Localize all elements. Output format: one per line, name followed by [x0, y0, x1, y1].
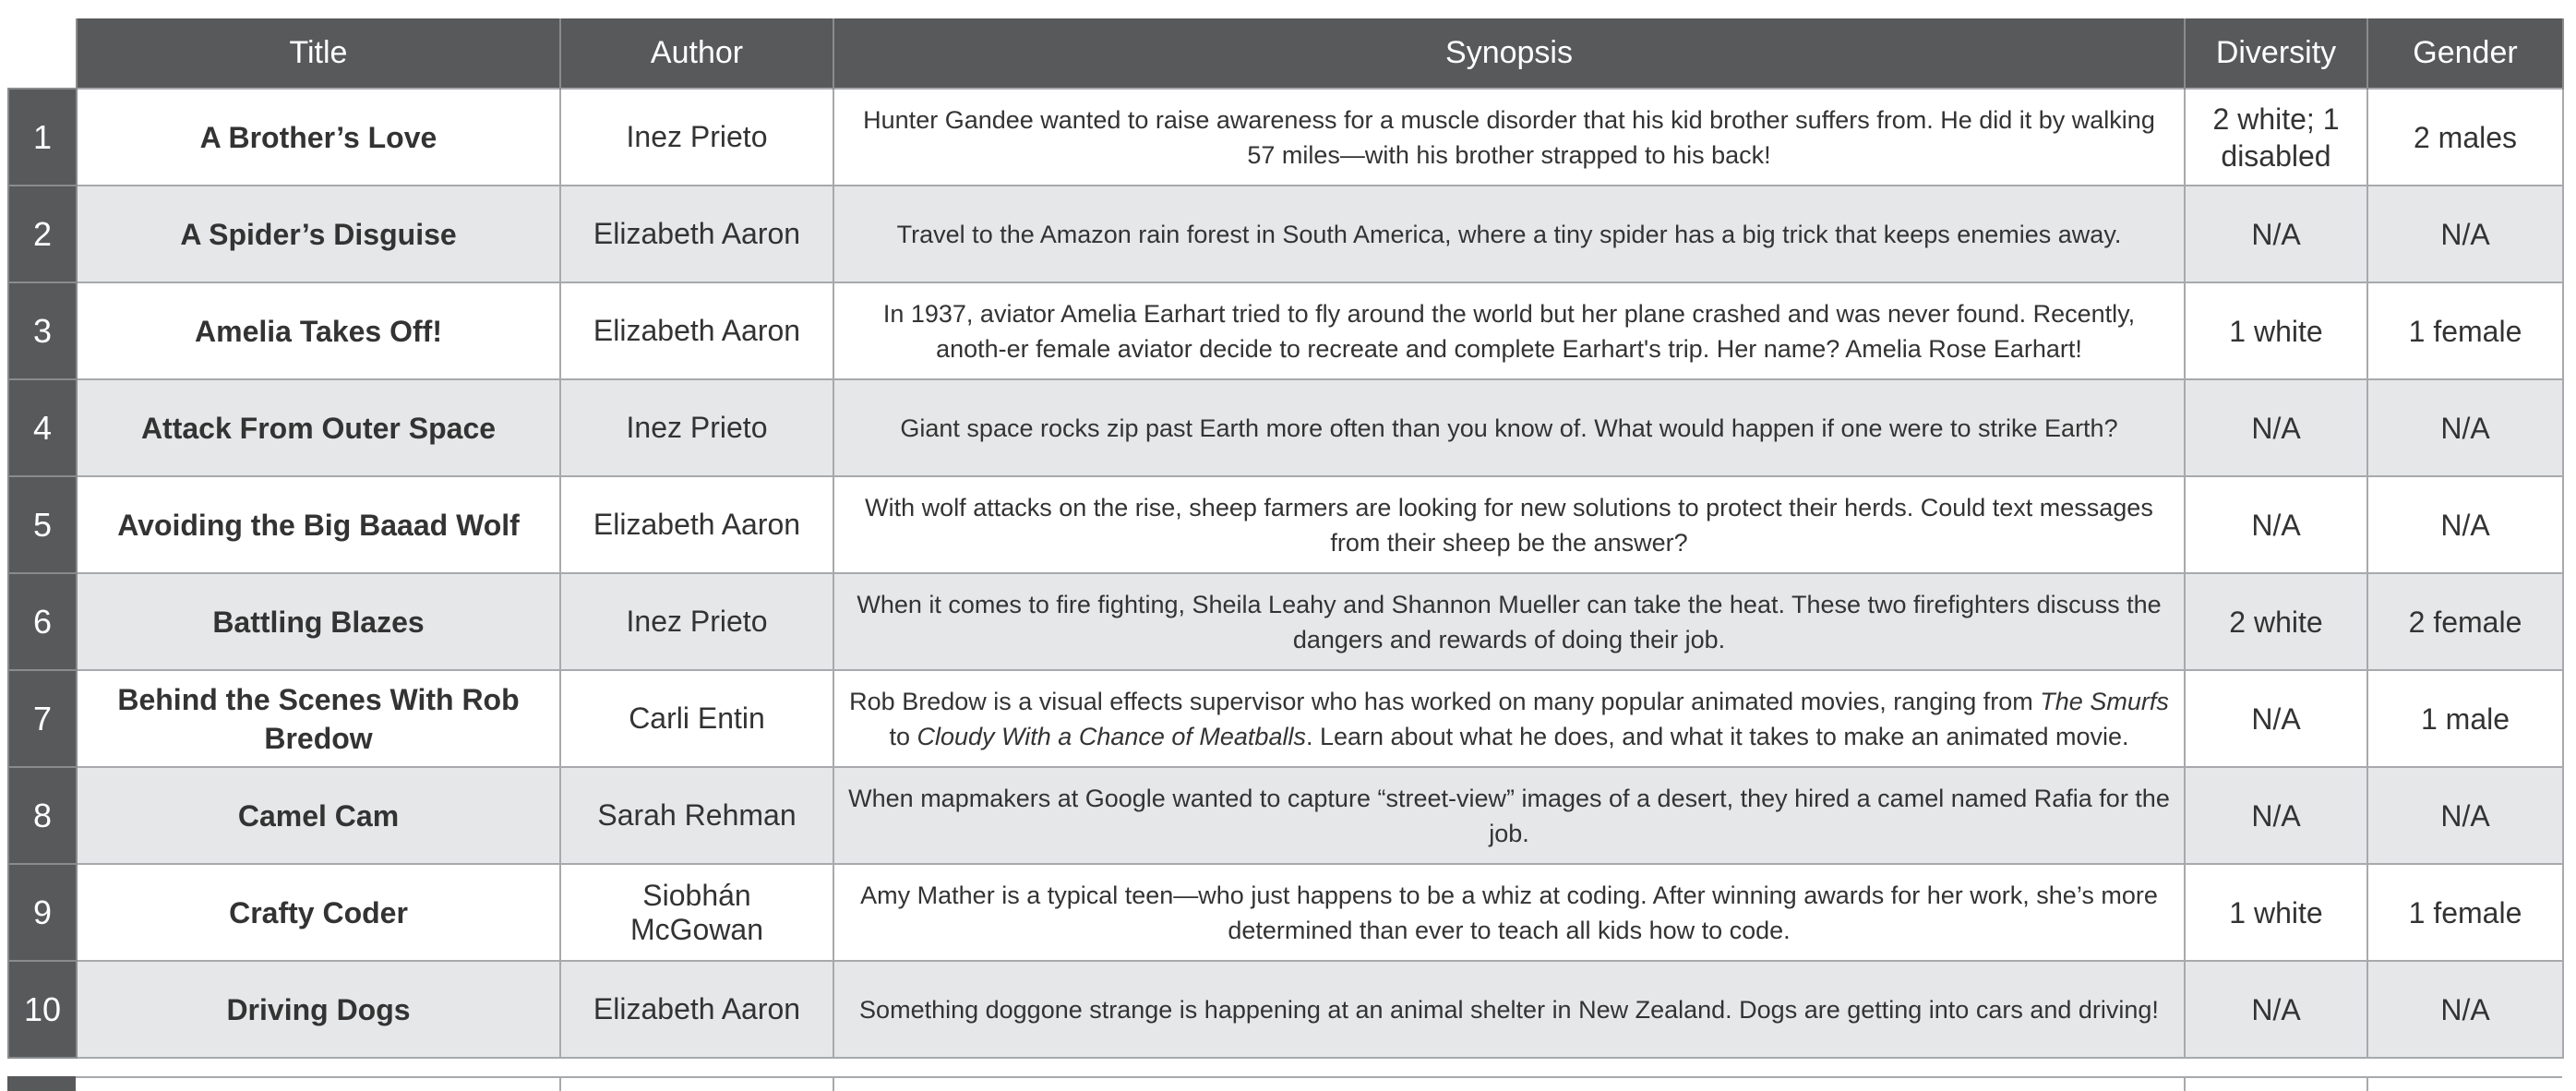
book-synopsis	[833, 961, 2185, 1058]
book-synopsis	[833, 379, 2185, 476]
book-table	[7, 18, 2564, 1059]
diversity-value: N/A	[2185, 767, 2367, 864]
table-row	[8, 476, 2563, 573]
column-header-synopsis: Synopsis	[833, 18, 2185, 89]
synopsis-text: Hunter Gandee wanted to raise awareness for a muscle disorder that his kid brother suffers from. He did it by walking 57 miles—with his brother strapped to his back!	[863, 105, 2155, 169]
table-row	[8, 573, 2563, 670]
row-number: 6	[8, 573, 77, 670]
book-title: A Brother’s Love	[77, 89, 560, 186]
synopsis-text: When it comes to fire fighting, Sheila Leahy and Shannon Mueller can take the heat. These two firefighters discuss the dangers and rewards of doing their job.	[857, 590, 2162, 653]
book-author: Inez Prieto	[560, 573, 833, 670]
synopsis-text: With wolf attacks on the rise, sheep farmers are looking for new solutions to protect their herds. Could text messages from their sheep be the answer?	[865, 493, 2153, 557]
column-divider	[2184, 1076, 2186, 1091]
row-number: 9	[8, 864, 77, 961]
diversity-value: N/A	[2185, 476, 2367, 573]
book-title: Behind the Scenes With Rob Bredow	[77, 670, 560, 767]
synopsis-text: Giant space rocks zip past Earth more often than you know of. What would happen if one were to strike Earth?	[900, 414, 2118, 442]
row-number-cell-partial	[7, 1076, 76, 1091]
diversity-value: 2 white	[2185, 573, 2367, 670]
diversity-value: N/A	[2185, 379, 2367, 476]
table-row	[8, 961, 2563, 1058]
gender-value: 1 female	[2367, 282, 2563, 379]
book-author: Elizabeth Aaron	[560, 186, 833, 282]
row-number-header	[8, 18, 77, 89]
book-author: Elizabeth Aaron	[560, 282, 833, 379]
book-author: Elizabeth Aaron	[560, 961, 833, 1058]
book-title: Amelia Takes Off!	[77, 282, 560, 379]
column-divider	[559, 1076, 561, 1091]
gender-value: 1 female	[2367, 864, 2563, 961]
gender-value: N/A	[2367, 476, 2563, 573]
book-synopsis	[833, 767, 2185, 864]
diversity-value: N/A	[2185, 961, 2367, 1058]
book-author: Inez Prieto	[560, 89, 833, 186]
book-synopsis	[833, 573, 2185, 670]
book-author: Elizabeth Aaron	[560, 476, 833, 573]
book-author: Carli Entin	[560, 670, 833, 767]
row-number: 8	[8, 767, 77, 864]
synopsis-text: Rob Bredow is a visual effects supervisor who has worked on many popular animated movies, ranging from	[849, 687, 2041, 715]
diversity-value: 1 white	[2185, 864, 2367, 961]
synopsis-italic-text: The Smurfs	[2040, 687, 2169, 715]
book-title: Attack From Outer Space	[77, 379, 560, 476]
gender-value: 2 female	[2367, 573, 2563, 670]
table-row	[8, 670, 2563, 767]
row-number: 1	[8, 89, 77, 186]
diversity-value: 2 white; 1 disabled	[2185, 89, 2367, 186]
gender-value: N/A	[2367, 379, 2563, 476]
row-number: 7	[8, 670, 77, 767]
row-number: 3	[8, 282, 77, 379]
synopsis-italic-text: Cloudy With a Chance of Meatballs	[917, 722, 1306, 750]
book-synopsis	[833, 89, 2185, 186]
book-author: Sarah Rehman	[560, 767, 833, 864]
synopsis-text: Something doggone strange is happening at an animal shelter in New Zealand. Dogs are getting into cars and driving!	[859, 995, 2159, 1024]
column-header-author: Author	[560, 18, 833, 89]
gender-value: 1 male	[2367, 670, 2563, 767]
synopsis-text: When mapmakers at Google wanted to capture “street-view” images of a desert, they hired a camel named Rafia for the job.	[848, 784, 2170, 847]
book-title: Battling Blazes	[77, 573, 560, 670]
table-row-partial	[76, 1076, 2562, 1091]
column-divider	[2366, 1076, 2368, 1091]
table-row	[8, 864, 2563, 961]
column-header-diversity: Diversity	[2185, 18, 2367, 89]
synopsis-text: . Learn about what he does, and what it takes to make an animated movie.	[1305, 722, 2129, 750]
row-number: 4	[8, 379, 77, 476]
gender-value: 2 males	[2367, 89, 2563, 186]
book-author: Inez Prieto	[560, 379, 833, 476]
book-title: Driving Dogs	[77, 961, 560, 1058]
table-row	[8, 186, 2563, 282]
book-synopsis	[833, 864, 2185, 961]
table-row	[8, 282, 2563, 379]
column-header-title: Title	[77, 18, 560, 89]
book-title: Crafty Coder	[77, 864, 560, 961]
row-number: 2	[8, 186, 77, 282]
book-author: Siobhán McGowan	[560, 864, 833, 961]
gender-value: N/A	[2367, 186, 2563, 282]
row-number: 5	[8, 476, 77, 573]
table-row	[8, 89, 2563, 186]
diversity-value: N/A	[2185, 186, 2367, 282]
column-divider	[833, 1076, 834, 1091]
table-header-row	[8, 18, 2563, 89]
synopsis-text: In 1937, aviator Amelia Earhart tried to fly around the world but her plane crashed and was never found. Recently, anoth-er female aviator decide to recreate and complete Earhart's trip. Her name? Amelia Rose Earhart!	[882, 299, 2136, 363]
synopsis-text: to	[889, 722, 917, 750]
book-synopsis	[833, 670, 2185, 767]
book-synopsis	[833, 282, 2185, 379]
row-number: 10	[8, 961, 77, 1058]
book-synopsis	[833, 186, 2185, 282]
gender-value: N/A	[2367, 961, 2563, 1058]
synopsis-text: Travel to the Amazon rain forest in South America, where a tiny spider has a big trick that keeps enemies away.	[896, 220, 2122, 248]
diversity-value: 1 white	[2185, 282, 2367, 379]
book-title: A Spider’s Disguise	[77, 186, 560, 282]
table-row	[8, 767, 2563, 864]
book-synopsis	[833, 476, 2185, 573]
table-row	[8, 379, 2563, 476]
book-title: Avoiding the Big Baaad Wolf	[77, 476, 560, 573]
table-body	[8, 89, 2563, 1058]
book-title: Camel Cam	[77, 767, 560, 864]
column-header-gender: Gender	[2367, 18, 2563, 89]
diversity-value: N/A	[2185, 670, 2367, 767]
gender-value: N/A	[2367, 767, 2563, 864]
synopsis-text: Amy Mather is a typical teen—who just happens to be a whiz at coding. After winning awards for her work, she’s more determined than ever to teach all kids how to code.	[860, 881, 2158, 944]
